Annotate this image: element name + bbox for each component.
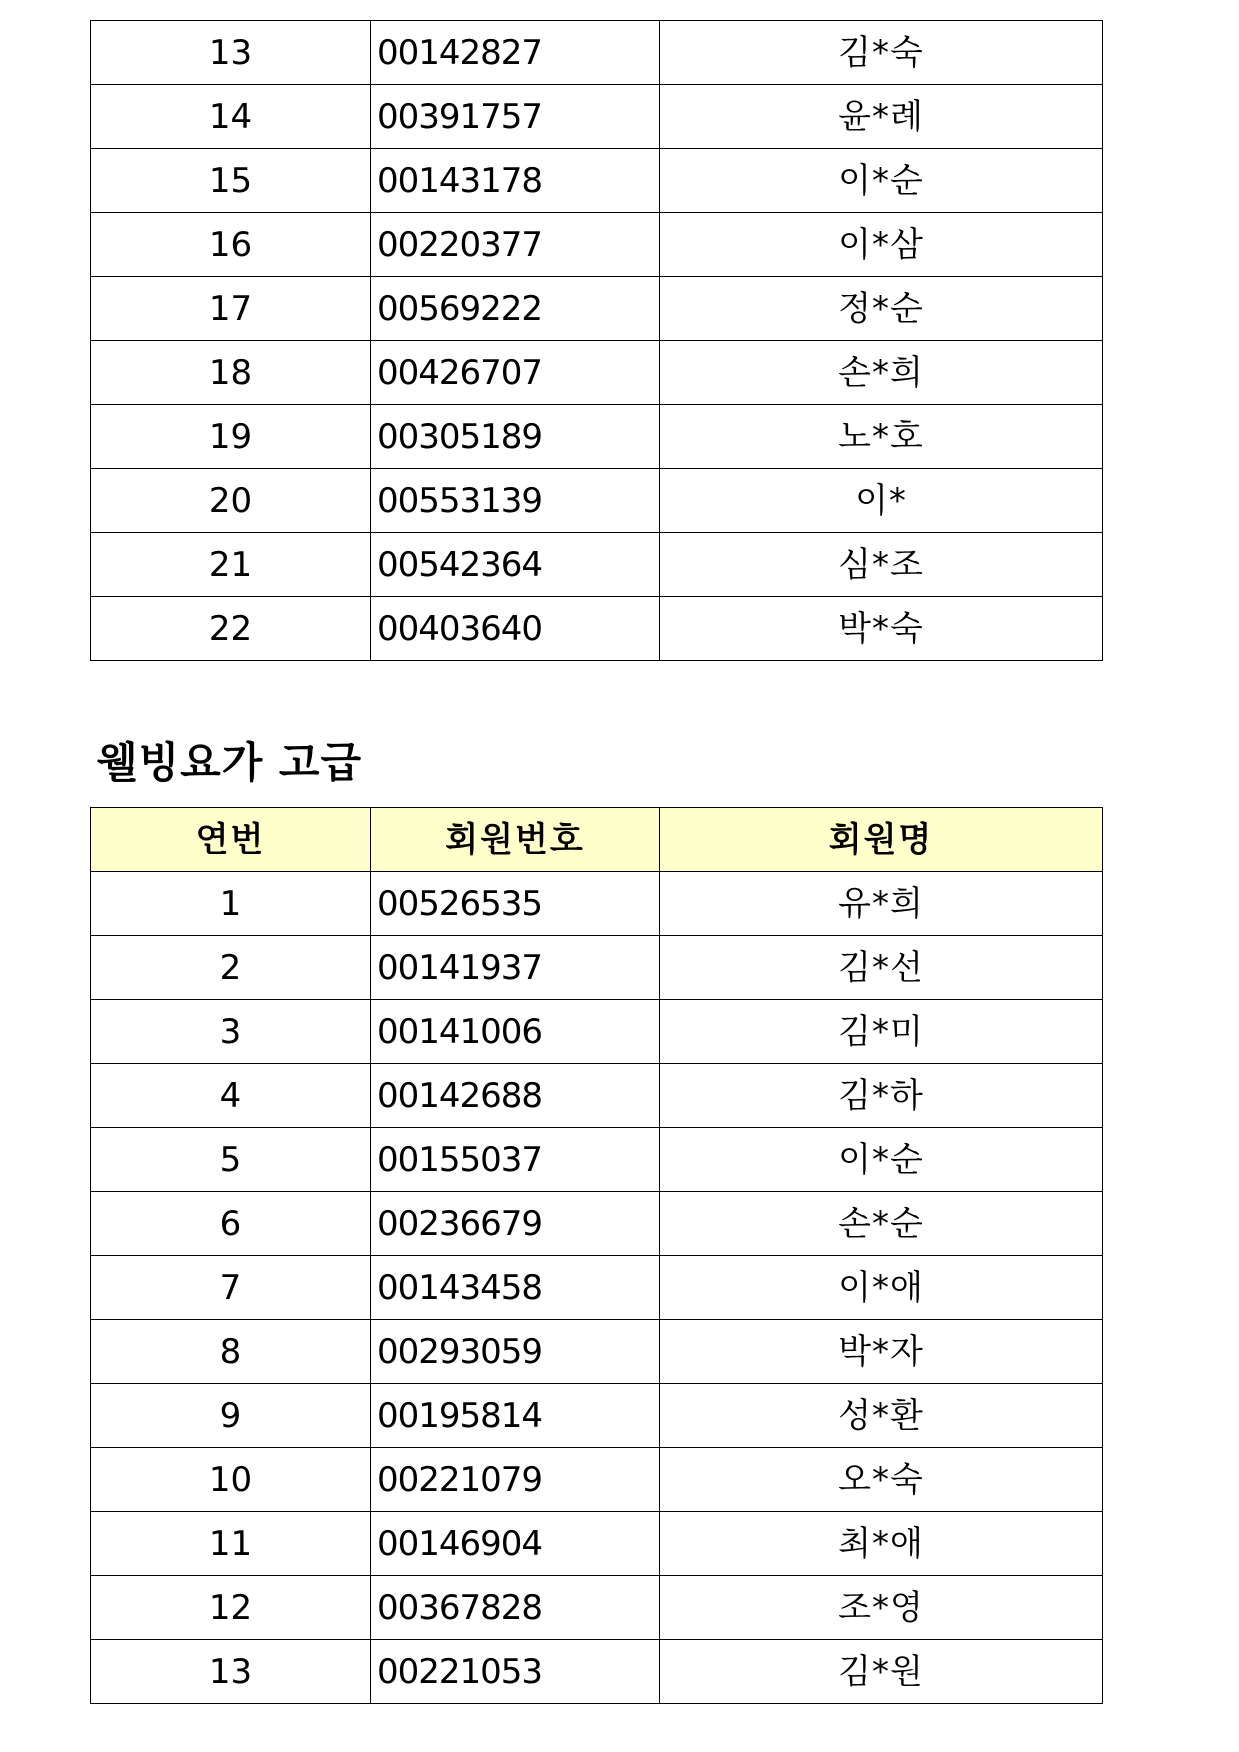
member-id-cell: 00542364 — [371, 533, 660, 597]
member-id-cell: 00142688 — [371, 1064, 660, 1128]
advanced-yoga-member-table-body — [91, 872, 1103, 1704]
column-header-member-id: 회원번호 — [371, 808, 660, 872]
member-name-cell: 조*영 — [660, 1576, 1103, 1640]
member-name-cell: 노*호 — [660, 405, 1103, 469]
member-name-cell: 윤*례 — [660, 85, 1103, 149]
row-number-cell: 14 — [91, 85, 371, 149]
row-number-cell: 12 — [91, 1576, 371, 1640]
row-number-cell: 4 — [91, 1064, 371, 1128]
member-name-cell: 오*숙 — [660, 1448, 1103, 1512]
member-name-cell: 이*애 — [660, 1256, 1103, 1320]
row-number-cell: 9 — [91, 1384, 371, 1448]
member-id-cell: 00526535 — [371, 872, 660, 936]
table-header-row — [91, 808, 1103, 872]
member-id-cell: 00142827 — [371, 21, 660, 85]
table-row — [91, 85, 1103, 149]
member-name-cell: 김*하 — [660, 1064, 1103, 1128]
table-row — [91, 277, 1103, 341]
member-name-cell: 손*희 — [660, 341, 1103, 405]
table-row — [91, 213, 1103, 277]
member-id-cell: 00569222 — [371, 277, 660, 341]
row-number-cell: 19 — [91, 405, 371, 469]
member-id-cell: 00141006 — [371, 1000, 660, 1064]
member-name-cell: 김*원 — [660, 1640, 1103, 1704]
table-row — [91, 1000, 1103, 1064]
row-number-cell: 13 — [91, 1640, 371, 1704]
advanced-yoga-member-table — [90, 807, 1103, 1704]
member-name-cell: 박*자 — [660, 1320, 1103, 1384]
table-row — [91, 469, 1103, 533]
row-number-cell: 13 — [91, 21, 371, 85]
table-row — [91, 597, 1103, 661]
member-id-cell: 00141937 — [371, 936, 660, 1000]
row-number-cell: 20 — [91, 469, 371, 533]
member-name-cell: 이*순 — [660, 1128, 1103, 1192]
table-row — [91, 1576, 1103, 1640]
member-name-cell: 박*숙 — [660, 597, 1103, 661]
member-id-cell: 00403640 — [371, 597, 660, 661]
row-number-cell: 7 — [91, 1256, 371, 1320]
column-header-no: 연번 — [91, 808, 371, 872]
member-id-cell: 00221079 — [371, 1448, 660, 1512]
row-number-cell: 15 — [91, 149, 371, 213]
section-title: 웰빙요가 고급 — [97, 738, 363, 787]
member-id-cell: 00426707 — [371, 341, 660, 405]
member-id-cell: 00220377 — [371, 213, 660, 277]
table-row — [91, 1512, 1103, 1576]
row-number-cell: 11 — [91, 1512, 371, 1576]
row-number-cell: 2 — [91, 936, 371, 1000]
table-row — [91, 872, 1103, 936]
member-name-cell: 정*순 — [660, 277, 1103, 341]
member-name-cell: 성*환 — [660, 1384, 1103, 1448]
member-id-cell: 00305189 — [371, 405, 660, 469]
table-row — [91, 21, 1103, 85]
table-row — [91, 1320, 1103, 1384]
member-name-cell: 손*순 — [660, 1192, 1103, 1256]
member-id-cell: 00391757 — [371, 85, 660, 149]
member-name-cell: 이*순 — [660, 149, 1103, 213]
member-id-cell: 00221053 — [371, 1640, 660, 1704]
table-row — [91, 1384, 1103, 1448]
member-id-cell: 00155037 — [371, 1128, 660, 1192]
member-id-cell: 00367828 — [371, 1576, 660, 1640]
row-number-cell: 5 — [91, 1128, 371, 1192]
member-id-cell: 00195814 — [371, 1384, 660, 1448]
member-name-cell: 이*삼 — [660, 213, 1103, 277]
table-row — [91, 1640, 1103, 1704]
member-id-cell: 00143458 — [371, 1256, 660, 1320]
member-name-cell: 김*선 — [660, 936, 1103, 1000]
row-number-cell: 1 — [91, 872, 371, 936]
table-row — [91, 533, 1103, 597]
table-row — [91, 341, 1103, 405]
member-id-cell: 00553139 — [371, 469, 660, 533]
row-number-cell: 17 — [91, 277, 371, 341]
row-number-cell: 3 — [91, 1000, 371, 1064]
row-number-cell: 22 — [91, 597, 371, 661]
member-id-cell: 00293059 — [371, 1320, 660, 1384]
row-number-cell: 6 — [91, 1192, 371, 1256]
table-row — [91, 1128, 1103, 1192]
table-row — [91, 936, 1103, 1000]
table-row — [91, 1064, 1103, 1128]
row-number-cell: 16 — [91, 213, 371, 277]
member-name-cell: 유*희 — [660, 872, 1103, 936]
continued-member-table — [90, 20, 1103, 661]
member-id-cell: 00146904 — [371, 1512, 660, 1576]
row-number-cell: 8 — [91, 1320, 371, 1384]
member-id-cell: 00236679 — [371, 1192, 660, 1256]
table-row — [91, 149, 1103, 213]
row-number-cell: 10 — [91, 1448, 371, 1512]
table-row — [91, 1448, 1103, 1512]
member-name-cell: 김*숙 — [660, 21, 1103, 85]
table-row — [91, 1192, 1103, 1256]
column-header-member-name: 회원명 — [660, 808, 1103, 872]
member-name-cell: 최*애 — [660, 1512, 1103, 1576]
member-name-cell: 김*미 — [660, 1000, 1103, 1064]
member-name-cell: 심*조 — [660, 533, 1103, 597]
row-number-cell: 18 — [91, 341, 371, 405]
member-id-cell: 00143178 — [371, 149, 660, 213]
table-row — [91, 405, 1103, 469]
row-number-cell: 21 — [91, 533, 371, 597]
table-header — [91, 808, 1103, 872]
continued-member-table-body — [91, 21, 1103, 661]
table-row — [91, 1256, 1103, 1320]
member-name-cell: 이* — [660, 469, 1103, 533]
